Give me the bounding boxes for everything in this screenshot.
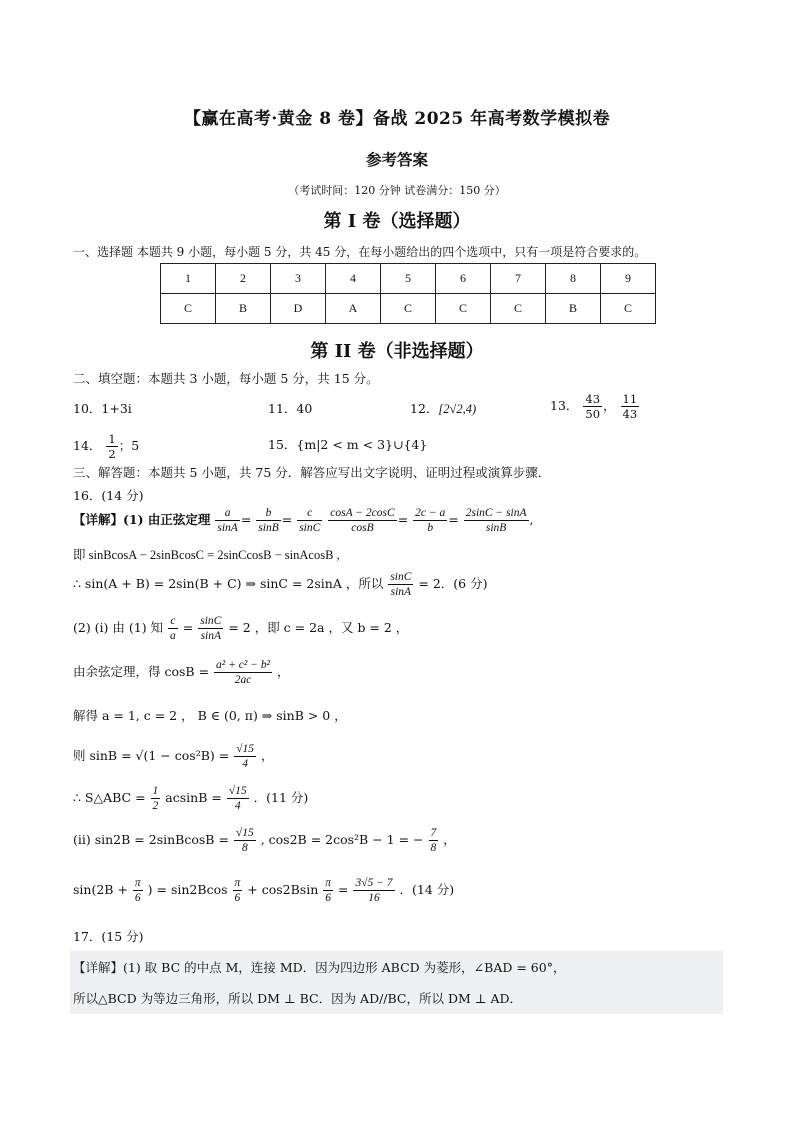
numerator: 2sinC − sinA bbox=[465, 507, 527, 519]
numerator: √15 bbox=[228, 785, 247, 797]
text-run: + cos2Bsin bbox=[247, 882, 319, 897]
q17-line-1: 【详解】(1) 取 BC 的中点 M，连接 MD．因为四边形 ABCD 为菱形，∠BAD = 60°， bbox=[73, 960, 566, 975]
answer-q11: 11．40 bbox=[268, 401, 313, 416]
q16-line-4 bbox=[73, 614, 408, 643]
text-run: ．(14 分) bbox=[399, 882, 455, 897]
text-run: = bbox=[337, 882, 349, 897]
denominator: 6 bbox=[325, 892, 331, 904]
fraction bbox=[583, 392, 602, 421]
text-run: acsinB = bbox=[165, 790, 222, 805]
numerator: a bbox=[215, 506, 239, 521]
table-cell: C bbox=[381, 294, 436, 324]
table-cell: 7 bbox=[491, 264, 546, 294]
denominator: a bbox=[170, 630, 176, 642]
numerator: √15 bbox=[235, 827, 254, 839]
denominator: cosB bbox=[351, 522, 374, 534]
numerator: √15 bbox=[236, 743, 255, 755]
table-cell: 4 bbox=[326, 264, 381, 294]
denominator: 2 bbox=[108, 447, 116, 461]
part2-title: 第 II 卷（非选择题） bbox=[310, 341, 484, 362]
q16-line-7 bbox=[73, 742, 274, 771]
q16-line-9 bbox=[73, 826, 456, 855]
fraction bbox=[214, 658, 272, 687]
fraction bbox=[234, 742, 256, 771]
denominator: 50 bbox=[585, 407, 601, 421]
numerator: π bbox=[234, 877, 241, 889]
part1-title: 第 I 卷（选择题） bbox=[323, 211, 471, 232]
fraction bbox=[328, 506, 396, 535]
text-run: ∴ S△ABC = bbox=[73, 790, 146, 805]
q12-label: 12． bbox=[410, 401, 439, 416]
fraction bbox=[233, 876, 243, 905]
q13-label: 13． bbox=[550, 398, 579, 413]
denominator: 4 bbox=[242, 758, 248, 770]
text-run: 【详解】(1) 由正弦定理 bbox=[73, 512, 211, 527]
table-cell: 3 bbox=[271, 264, 326, 294]
text-run: ∴ sin(A + B) = 2sin(B + C) ⇒ sinC = 2sinA ，所以 bbox=[73, 576, 384, 591]
answer-q13: 13． $\frac{43}{50}$ ， $\frac{11}{43}$ bbox=[550, 392, 638, 421]
text-run: ．(11 分) bbox=[253, 790, 309, 805]
page-title: 【赢在高考·黄金 8 卷】备战 2025 年高考数学模拟卷 bbox=[183, 109, 611, 129]
denominator: sinB bbox=[485, 522, 507, 534]
denominator: 6 bbox=[134, 892, 141, 904]
answer-table bbox=[160, 263, 656, 324]
denominator: 43 bbox=[622, 407, 638, 421]
answer-q15: 15．{m|2 < m < 3}∪{4} bbox=[268, 437, 428, 452]
table-cell: 6 bbox=[436, 264, 491, 294]
numerator: cosA − 2cosC bbox=[330, 507, 395, 519]
fraction bbox=[464, 506, 529, 535]
table-row-answers bbox=[161, 294, 656, 324]
fraction bbox=[413, 506, 447, 535]
q16-heading: 16．(14 分) bbox=[73, 488, 144, 503]
numerator: π bbox=[325, 877, 331, 889]
q16-line-5 bbox=[73, 658, 290, 687]
table-cell: 5 bbox=[381, 264, 436, 294]
q16-line-8 bbox=[73, 784, 308, 813]
fraction bbox=[297, 506, 322, 535]
table-cell: 1 bbox=[161, 264, 216, 294]
page-subtitle: 参考答案 bbox=[365, 150, 428, 169]
fraction bbox=[106, 432, 117, 461]
denominator: 8 bbox=[430, 842, 437, 854]
q16-line-2: 即 sinBcosA − 2sinBcosC = 2sinCcosB − sinAcosB , bbox=[73, 548, 340, 562]
denominator: 6 bbox=[234, 892, 241, 904]
q17-heading: 17．(15 分) bbox=[73, 929, 144, 944]
text-run: ， bbox=[277, 664, 290, 679]
numerator: 43 bbox=[585, 392, 601, 406]
text-run: , cos2B = 2cos²B − 1 = − bbox=[260, 832, 424, 847]
answer-q10: 10．1+3i bbox=[73, 401, 132, 416]
denominator: sinA bbox=[200, 630, 222, 642]
text-run: = 2 ，即 c = 2a ，又 b = 2 ， bbox=[228, 620, 409, 635]
fraction bbox=[353, 876, 394, 905]
text-run: ) = sin2Bcos bbox=[147, 882, 228, 897]
table-cell: 2 bbox=[216, 264, 271, 294]
answer-q14 bbox=[73, 432, 139, 461]
text-run: 由余弦定理，得 cosB = bbox=[73, 664, 210, 679]
exam-meta: （考试时间：120 分钟 试卷满分：150 分） bbox=[288, 184, 506, 197]
denominator: 2 bbox=[152, 800, 159, 812]
fraction bbox=[133, 876, 143, 905]
table-cell: D bbox=[271, 294, 326, 324]
denominator: sinC bbox=[299, 522, 321, 534]
numerator: 1 bbox=[108, 432, 116, 446]
denominator: b bbox=[427, 522, 434, 534]
text-run: ， bbox=[443, 832, 456, 847]
text-run: sin(2B + bbox=[73, 882, 128, 897]
text-run: (2) (i) 由 (1) 知 bbox=[73, 620, 164, 635]
q14-label: 14． bbox=[73, 438, 102, 453]
table-row-numbers bbox=[161, 264, 656, 294]
table-cell: C bbox=[161, 294, 216, 324]
answer-q12 bbox=[410, 400, 476, 418]
solve-heading: 三、解答题：本题共 5 小题，共 75 分．解答应写出文字说明、证明过程或演算步骤． bbox=[73, 465, 551, 480]
denominator: 4 bbox=[234, 800, 241, 812]
numerator: c bbox=[168, 614, 178, 629]
fill-heading: 二、填空题：本题共 3 小题，每小题 5 分，共 15 分。 bbox=[73, 371, 379, 386]
table-cell: B bbox=[546, 294, 601, 324]
table-cell: 9 bbox=[601, 264, 656, 294]
table-cell: 8 bbox=[546, 264, 601, 294]
q16-line-10 bbox=[73, 876, 454, 905]
numerator: b bbox=[256, 506, 280, 521]
q16-line-3 bbox=[73, 570, 487, 599]
q12-value: [2√2,4) bbox=[438, 402, 477, 416]
fraction bbox=[621, 392, 640, 421]
table-cell: A bbox=[326, 294, 381, 324]
numerator: 7 bbox=[430, 827, 437, 839]
numerator: a² + c² − b² bbox=[216, 659, 271, 671]
text-run: = 2．(6 分) bbox=[418, 576, 488, 591]
numerator: c bbox=[297, 506, 322, 521]
q16-line-6: 解得 a = 1, c = 2 ， B ∈ (0, π) ⇒ sinB > 0 ， bbox=[73, 708, 347, 723]
denominator: sinA bbox=[390, 586, 412, 598]
numerator: π bbox=[134, 877, 141, 889]
denominator: 16 bbox=[368, 892, 380, 904]
text-run: = bbox=[182, 620, 194, 635]
fraction bbox=[234, 826, 256, 855]
fraction bbox=[256, 506, 280, 535]
fraction bbox=[227, 784, 249, 813]
table-cell: C bbox=[436, 294, 491, 324]
fraction bbox=[323, 876, 333, 905]
numerator: 3√5 − 7 bbox=[355, 877, 393, 889]
fraction bbox=[198, 614, 223, 643]
text-run: (ii) sin2B = 2sinBcosB = bbox=[73, 832, 229, 847]
text-run: ， bbox=[261, 748, 274, 763]
denominator: sinA bbox=[217, 522, 238, 534]
fraction bbox=[429, 826, 439, 855]
denominator: sinB bbox=[258, 522, 279, 534]
numerator: 1 bbox=[152, 785, 159, 797]
fraction bbox=[388, 570, 413, 599]
denominator: 2ac bbox=[234, 674, 252, 686]
choice-instructions: 一、选择题 本题共 9 小题，每小题 5 分，共 45 分，在每小题给出的四个选项中，只有一项是符合要求的。 bbox=[73, 245, 647, 259]
fraction bbox=[215, 506, 239, 535]
q17-line-2: 所以△BCD 为等边三角形，所以 DM ⊥ BC．因为 AD//BC，所以 DM ⊥ AD． bbox=[73, 991, 523, 1006]
numerator: sinC bbox=[390, 571, 412, 583]
fraction bbox=[168, 614, 178, 643]
text-run: 则 sinB = √(1 − cos²B) = bbox=[73, 748, 230, 763]
denominator: 8 bbox=[241, 842, 248, 854]
table-cell: C bbox=[601, 294, 656, 324]
q14-rest: ；5 bbox=[118, 438, 140, 453]
table-cell: C bbox=[491, 294, 546, 324]
numerator: 2c − a bbox=[415, 507, 446, 519]
q16-line-1: 【详解】(1) 由正弦定理 $\frac{a}{\sin A}$ = $\frac{b}{\sin B}$ = $\frac{c}{\sin C}$ $\frac{\cos A - 2\cos C}{\cos B}$ = $\frac{2c - a}{b}$ = $\frac{2\sin C - \sin A}{\sin B}$ , bbox=[73, 507, 534, 534]
fraction bbox=[151, 784, 161, 813]
numerator: sinC bbox=[200, 615, 222, 627]
table-cell: B bbox=[216, 294, 271, 324]
numerator: 11 bbox=[622, 392, 638, 406]
